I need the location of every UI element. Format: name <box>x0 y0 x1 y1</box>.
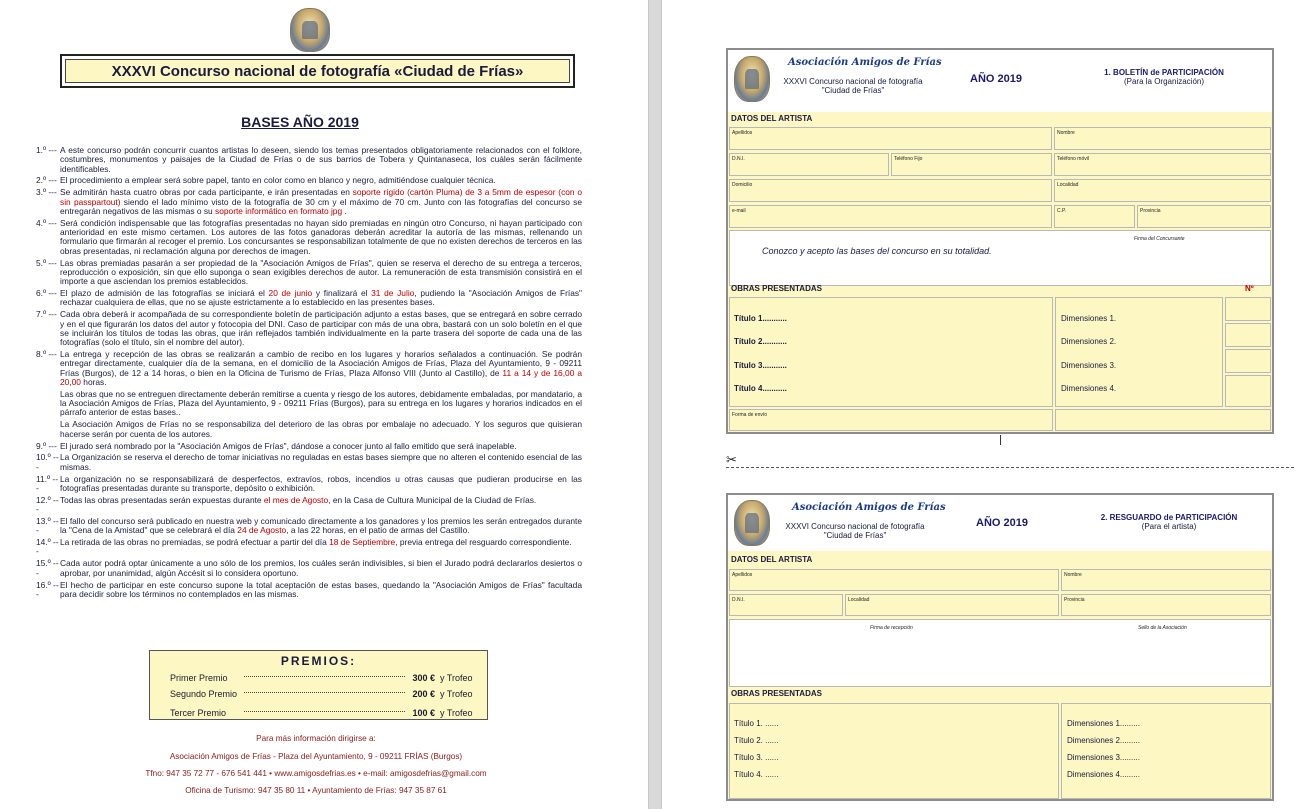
prize-name: Primer Premio <box>170 673 228 683</box>
rule-fragment: A este concurso podrán concurrir cuantos artistas lo deseen, siendo los temas presentados obligatoriamente relacionados con el folklore, costumbres, monumentos y paisajes de la Ciudad de Frías o de sus barrios de Tobera y Quintanaseca, los cuáles serán fácilmente identificables. <box>60 145 582 174</box>
titles-box[interactable] <box>729 703 1059 799</box>
form-type-sub: (Para la Organización) <box>1123 77 1205 86</box>
rule-fragment: , a las 22 horas, en el patio de armas del Castillo. <box>286 525 470 536</box>
title-1: Título 1. ...... <box>734 719 779 728</box>
highlighted-text: 18 de Septiembre <box>329 537 396 548</box>
rule-number: 15.º --- <box>36 558 59 578</box>
rule-item <box>36 517 582 536</box>
dni-field[interactable] <box>729 153 889 176</box>
field-label: Apellidos <box>732 130 753 136</box>
rule-text <box>60 289 582 308</box>
field-label: Localidad <box>848 597 870 603</box>
rule-number: 10.º --- <box>36 452 59 472</box>
contest-line: "Ciudad de Frías" <box>823 531 887 540</box>
prize-row-second <box>170 687 480 701</box>
name-field[interactable] <box>1061 569 1271 591</box>
form-contest-name <box>780 522 930 540</box>
contest-line: XXXVI Concurso nacional de fotografía <box>785 522 925 531</box>
rule-fragment: Será condición indispensable que las fotografías presentadas no hayan sido premiadas en ningún otro Concurso, ni hayan participado con anterioridad en este mismo certamen. Los autores de las fotos ganadoras deberán acreditar la autoría de las mismas, rellenando un formulario que firmarán al recoger el premio. Los concursantes se responsabilizan totalmente de que no existen derechos de terceros en las obras presentadas, ni reclamación alguna por derechos de imagen. <box>60 217 582 256</box>
rule-number: 6.º --- <box>36 288 57 299</box>
rule-text <box>60 219 582 256</box>
signature-area[interactable] <box>729 230 1271 286</box>
prizes-title: PREMIOS: <box>280 654 357 668</box>
field-label: Provincia <box>1140 208 1161 214</box>
form-association-name: Asociación Amigos de Frías <box>792 502 946 513</box>
form-type <box>1084 513 1254 531</box>
address-field[interactable] <box>729 179 1052 202</box>
rule-number: 11.º --- <box>36 473 58 493</box>
signature-label: Firma del Concursante <box>1134 236 1185 242</box>
acceptance-text: Conozco y acepto las bases del concurso en su totalidad. <box>762 246 992 256</box>
signature-stamp-area[interactable] <box>729 619 1271 687</box>
rule-number: 7.º --- <box>36 309 57 320</box>
rule-item <box>36 350 582 387</box>
field-label: e-mail <box>732 208 746 214</box>
rule-fragment: Todas las obras presentadas serán expuestas durante <box>60 494 264 505</box>
rule-text <box>60 146 582 174</box>
field-label: C.P. <box>1057 208 1067 214</box>
form-type <box>1084 68 1244 86</box>
rule-fragment: horas. <box>80 376 107 387</box>
rule-item <box>36 176 582 185</box>
receipt-form <box>726 493 1274 801</box>
form-year: AÑO 2019 <box>970 73 1022 85</box>
rule-text <box>60 310 582 347</box>
dimension-1: Dimensiones 1......... <box>1067 719 1140 728</box>
field-label: Forma de envío <box>732 412 768 418</box>
email-field[interactable] <box>729 205 1052 228</box>
dimension-3: Dimensiones 3. <box>1061 361 1117 370</box>
info-phones: Oficina de Turismo: 947 35 80 11 • Ayuntamiento de Frías: 947 35 87 61 <box>185 786 447 795</box>
cut-line <box>726 467 1294 468</box>
province-field[interactable] <box>1061 594 1271 616</box>
rule-number: 14.º --- <box>36 537 59 557</box>
rule-item <box>36 259 582 287</box>
form-type-title: 1. BOLETÍN de PARTICIPACIÓN <box>1104 68 1224 77</box>
page-gap <box>648 0 662 809</box>
shipping-method-field[interactable] <box>729 409 1053 431</box>
rule-fragment: El fallo del concurso será publicado en nuestra web y comunicado directamente a los ganadores y los premios les serán entregados durante la "Cena de la Amistad" que se celebrará el día <box>60 516 582 536</box>
rule-number: 16.º --- <box>36 579 59 599</box>
rules-list <box>36 146 582 602</box>
title-4: Título 4. ...... <box>734 770 779 779</box>
rule-paragraph: La Asociación Amigos de Frías no se responsabiliza del deterioro de las obras por embalaje no adecuado. Y los seguros que quisieran hacerse serán por cuenta de los autores. <box>60 419 582 439</box>
locality-field[interactable] <box>1054 179 1271 202</box>
rule-text <box>60 475 582 494</box>
rule-text <box>60 259 582 287</box>
rule-fragment: Cada obra deberá ir acompañada de su correspondiente boletín de participación adjunto a estas bases, que se entregará en sobre cerrado y en el que figurarán los datos del autor y fotocopia del DNI. Caso de participar con más de una obra, bastará con un solo boletín en el que se incluirán los títulos de todas las obras, que irán reflejados también individualmente en la parte trasera del soporte de cada una de las fotografías (solo el título, sin el nombre del autor). <box>60 309 582 348</box>
participation-form <box>726 48 1274 434</box>
prize-amount: 200 € <box>412 689 435 699</box>
rule-number: 1.º --- <box>36 145 57 155</box>
rule-item <box>36 559 582 578</box>
dimension-3: Dimensiones 3......... <box>1067 753 1140 762</box>
postal-code-field[interactable] <box>1054 205 1135 228</box>
rule-fragment: siendo el lado mínimo visto de la fotografía de 30 cm y el máximo de 70 cm. Junto con las fotografías del concurso se entregarán negativos de las mismas o su <box>60 196 583 216</box>
rule-item <box>36 188 582 216</box>
field-label: Teléfono móvil <box>1057 156 1089 162</box>
highlighted-text: el mes de Agosto <box>263 494 329 505</box>
number-cell[interactable] <box>1225 323 1271 347</box>
bases-heading: BASES AÑO 2019 <box>241 114 359 130</box>
rule-fragment: , pudiendo la "Asociación Amigos de Frías" rechazar cualquiera de ellas, que no se ajuste estrictamente a lo establecido en las presentes bases. <box>60 288 583 308</box>
prize-extra: y Trofeo <box>440 689 473 699</box>
dimensions-box[interactable] <box>1061 703 1271 799</box>
rule-paragraph: Las obras que no se entreguen directamente deberán remitirse a cuenta y riesgo de los autores, debidamente embaladas, por mandatario, a la Asociación Amigos de Frías, Plaza del Ayuntamiento, 9 - 09211 Frías (Burgos), para su entrega en los lugares y horarios indicados en el párrafo anterior de estas bases.. <box>60 388 582 418</box>
number-label: Nº <box>1245 284 1254 293</box>
locality-field[interactable] <box>845 594 1059 616</box>
highlighted-text: 20 de junio <box>268 288 313 299</box>
rule-number: 8.º --- <box>36 349 57 360</box>
rule-text <box>60 538 582 557</box>
prize-extra: y Trofeo <box>440 708 473 718</box>
dimension-1: Dimensiones 1. <box>1061 314 1117 323</box>
reception-signature-label: Firma de recepción <box>870 625 913 631</box>
dimension-4: Dimensiones 4......... <box>1067 770 1140 779</box>
rule-text <box>60 453 582 472</box>
highlighted-text: 24 de Agosto <box>237 525 287 536</box>
rule-item <box>36 581 582 600</box>
prize-amount: 300 € <box>412 673 435 683</box>
rule-item <box>36 442 582 451</box>
dot-leader <box>244 676 405 677</box>
field-label: D.N.I. <box>732 597 745 603</box>
info-contact: Tfno: 947 35 72 77 - 676 541 441 • www.amigosdefrias.es • e-mail: amigosdefrias@gmail.com <box>145 769 487 778</box>
rule-text <box>60 176 582 185</box>
rule-text <box>60 559 582 578</box>
rule-number: 2.º --- <box>36 175 57 186</box>
form-association-name: Asociación Amigos de Frías <box>788 57 942 68</box>
rule-item <box>36 146 582 174</box>
dimension-2: Dimensiones 2. <box>1061 337 1117 346</box>
rule-number: 9.º --- <box>36 440 57 451</box>
prize-row-first <box>170 671 480 685</box>
scissors-icon: ✂ <box>726 452 737 467</box>
contest-title: XXXVI Concurso nacional de fotografía «Ciudad de Frías» <box>65 59 570 83</box>
field-label: Provincia <box>1064 597 1085 603</box>
rule-fragment: El plazo de admisión de las fotografías se iniciará el <box>60 288 269 299</box>
name-field[interactable] <box>1054 127 1271 150</box>
rule-number: 12.º --- <box>36 494 59 515</box>
field-label: Teléfono Fijo <box>894 156 923 162</box>
title-1: Título 1........... <box>734 314 787 323</box>
rule-fragment: La retirada de las obras no premiadas, se podrá efectuar a partir del día <box>60 537 330 548</box>
mobile-field[interactable] <box>1054 153 1271 176</box>
surname-field[interactable] <box>729 127 1052 150</box>
form-year: AÑO 2019 <box>976 517 1028 529</box>
highlighted-text: 11 a 14 y de 16,00 a 20,00 <box>60 367 582 387</box>
title-2: Título 2. ...... <box>734 736 779 745</box>
dot-leader <box>244 711 405 712</box>
rule-text <box>60 517 582 536</box>
field-label: Apellidos <box>732 572 753 578</box>
rule-item <box>36 475 582 494</box>
rule-fragment: Cada autor podrá optar únicamente a uno sólo de los premios, los cuáles serán indivisibles, si bien el Jurado podrá declararlos desiertos o aprobar, por unanimidad, algún Accésit si lo considera oportuno. <box>60 558 582 578</box>
rule-fragment: El jurado será nombrado por la "Asociación Amigos de Frías", dándose a conocer junto al fallo emitido que será inapelable. <box>60 440 517 451</box>
form-type-title: 2. RESGUARDO de PARTICIPACIÓN <box>1100 513 1238 522</box>
shipping-extra-field[interactable] <box>1055 409 1271 431</box>
rule-text <box>60 442 582 451</box>
rule-item <box>36 538 582 557</box>
rule-number: 4.º --- <box>36 217 57 228</box>
artist-data-heading: DATOS DEL ARTISTA <box>731 555 813 564</box>
prize-name: Tercer Premio <box>170 708 227 718</box>
dni-field[interactable] <box>729 594 843 616</box>
form-contest-name <box>778 77 928 95</box>
contest-line: XXXVI Concurso nacional de fotografía <box>783 77 923 86</box>
prize-row-third <box>170 706 480 720</box>
rule-text <box>60 496 582 515</box>
field-label: Nombre <box>1057 130 1075 136</box>
dimension-2: Dimensiones 2......... <box>1067 736 1140 745</box>
rule-fragment: , en la Casa de Cultura Municipal de la Ciudad de Frías. <box>328 494 537 505</box>
rule-item <box>36 289 582 308</box>
title-3: Título 3........... <box>734 361 787 370</box>
field-label: Domicilio <box>732 182 753 188</box>
rule-fragment: El hecho de participar en este concurso supone la total aceptación de estas bases, quedando la "Asociación Amigos de Frías" facultada para decidir sobre los términos no contemplados en las mismas. <box>60 579 582 599</box>
works-heading: OBRAS PRESENTADAS <box>731 689 822 698</box>
field-label: Nombre <box>1064 572 1082 578</box>
info-heading: Para más información dirigirse a: <box>256 734 376 743</box>
artist-data-heading: DATOS DEL ARTISTA <box>731 114 813 123</box>
rule-number: 3.º --- <box>36 187 57 198</box>
association-stamp-label: Sello de la Asociación <box>1138 625 1187 631</box>
rule-fragment: , previa entrega del resguardo correspondiente. <box>395 537 572 548</box>
works-heading: OBRAS PRESENTADAS <box>731 284 822 293</box>
highlighted-text: soporte rígido (cartón Pluma) de 3 a 5mm de espesor (con o sin passpartout) <box>60 187 583 207</box>
association-logo <box>734 500 770 546</box>
rule-fragment: Se admitirán hasta cuatro obras por cada participante, e irán presentadas en <box>60 187 353 198</box>
rule-item <box>36 310 582 347</box>
number-cell[interactable] <box>1225 375 1271 407</box>
association-logo <box>290 8 330 52</box>
rule-item <box>36 219 582 256</box>
rule-fragment: Las obras premiadas pasarán a ser propiedad de la "Asociación Amigos de Frías", quien se reserva el derecho de su entrega a terceros, reproducción o exposición, sin que ello suponga o sean exigibles derechos de autor. La remuneración de esta transmisión consistirá en el importe a que asciendan los premios establecidos. <box>60 257 582 287</box>
dimension-4: Dimensiones 4. <box>1061 384 1117 393</box>
rule-fragment: y finalizará el <box>312 288 372 299</box>
province-field[interactable] <box>1137 205 1271 228</box>
text-cursor <box>1000 435 1001 445</box>
rule-text <box>60 350 582 387</box>
number-cell[interactable] <box>1225 349 1271 373</box>
association-logo <box>734 56 770 102</box>
contest-title-box <box>60 54 575 88</box>
contest-line: "Ciudad de Frías" <box>821 86 885 95</box>
field-label: Localidad <box>1057 182 1079 188</box>
landline-field[interactable] <box>891 153 1052 176</box>
title-4: Título 4........... <box>734 384 787 393</box>
rule-fragment: . <box>342 205 347 216</box>
field-label: D.N.I. <box>732 156 745 162</box>
rule-number: 13.º --- <box>36 516 59 536</box>
rule-item <box>36 496 582 515</box>
bases-page <box>0 0 648 809</box>
highlighted-text: 31 de Julio <box>371 288 415 299</box>
rule-fragment: La organización no se responsabilizará de desperfectos, extravíos, robos, incendios u otras causas que pudieran producirse en las fotografías presentadas durante su transporte, depósito o exhibición. <box>60 473 582 493</box>
prize-amount: 100 € <box>412 708 435 718</box>
rule-fragment: La entrega y recepción de las obras se realizarán a cambio de recibo en los lugares y horarios señalados a continuación. Se podrán entregar directamente, cualquier día de la semana, en el domicilio de la Asociación Amigos de Frías, Plaza del Ayuntamiento, 9 - 09211 Frías (Burgos), de 12 a 14 horas, o bien en la Oficina de Turismo de Frías, Plaza Alfonso VIII (Junto al Castillo), de <box>60 349 582 378</box>
prize-extra: y Trofeo <box>440 673 473 683</box>
prizes-box <box>149 650 488 720</box>
prize-name: Segundo Premio <box>170 689 238 699</box>
form-type-sub: (Para el artista) <box>1141 522 1197 531</box>
rule-text <box>60 188 582 216</box>
highlighted-text: soporte informático en formato jpg <box>215 205 343 216</box>
dot-leader <box>244 692 405 693</box>
number-cell[interactable] <box>1225 297 1271 321</box>
rule-number: 5.º --- <box>36 257 57 268</box>
rule-fragment: El procedimiento a emplear será sobre papel, tanto en color como en blanco y negro, admitiéndose cualquier técnica. <box>60 175 496 186</box>
title-3: Título 3. ...... <box>734 753 779 762</box>
rule-text <box>60 581 582 600</box>
rule-item <box>36 453 582 472</box>
info-address: Asociación Amigos de Frías - Plaza del Ayuntamiento, 9 - 09211 FRÍAS (Burgos) <box>169 752 463 761</box>
title-2: Título 2........... <box>734 337 787 346</box>
rule-fragment: La Organización se reserva el derecho de tomar iniciativas no reguladas en estas bases siempre que no alteren el contenido esencial de las mismas. <box>60 452 582 472</box>
surname-field[interactable] <box>729 569 1059 591</box>
